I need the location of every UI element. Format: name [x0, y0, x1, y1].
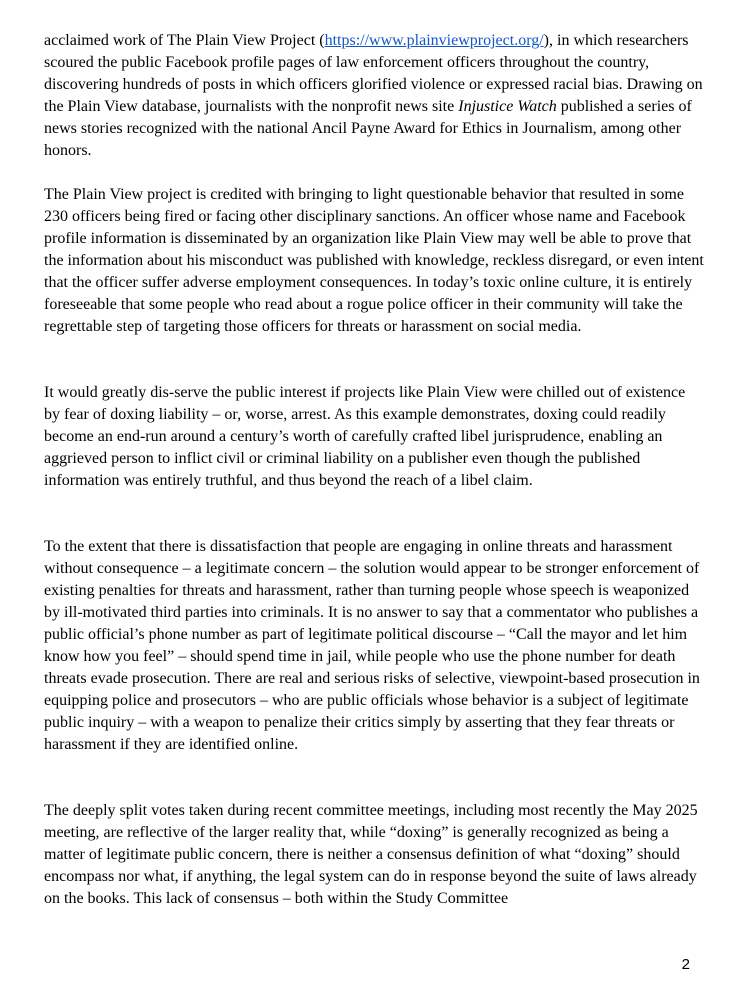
paragraph-1-text-middle: ), in which researchers scoured the public Facebook profile pages of law enforcement officers throughout the country, discovering hundreds of posts in which officers glorified violence or expressed racial bias. Drawing on the Plain View database, journalists with the nonprofit news site: [44, 32, 707, 115]
paragraph-1: [44, 30, 707, 162]
paragraph-1-text-start: acclaimed work of The Plain View Project (: [44, 32, 325, 49]
paragraph-5: The deeply split votes taken during recent committee meetings, including most recently the May 2025 meeting, are reflective of the larger reality that, while “doxing” is generally recognized as being a matter of legitimate public concern, there is neither a consensus definition of what “doxing” should encompass nor what, if anything, the legal system can do in response beyond the suite of laws already on the books. This lack of consensus – both within the Study Committee: [44, 802, 698, 907]
paragraph-3: It would greatly dis-serve the public interest if projects like Plain View were chilled out of existence by fear of doxing liability – or, worse, arrest. As this example demonstrates, doxing could readily become an end-run around a century’s worth of carefully crafted libel jurisprudence, enabling an aggrieved person to inflict civil or criminal liability on a publisher even though the published information was entirely truthful, and thus beyond the reach of a libel claim.: [44, 384, 686, 489]
paragraph-1-text-end: published a series of news stories recognized with the national Ancil Payne Award for Ethics in Journalism, among other honors.: [44, 98, 696, 159]
page-number: 2: [681, 956, 690, 973]
paragraph-2: The Plain View project is credited with bringing to light questionable behavior that resulted in some 230 officers being fired or facing other disciplinary sanctions. An officer whose name and Facebook profile information is disseminated by an organization like Plain View may well be able to prove that the information about his misconduct was published with knowledge, reckless disregard, or even intent that the officer suffer adverse employment consequences. In today’s toxic online culture, it is entirely foreseeable that some people who read about a rogue police officer in their community will take the regrettable step of targeting those officers for threats or harassment on social media.: [44, 186, 704, 335]
injustice-watch-title: Injustice Watch: [458, 98, 557, 115]
plain-view-project-link[interactable]: https://www.plainviewproject.org/: [324, 32, 544, 49]
paragraph-4: To the extent that there is dissatisfaction that people are engaging in online threats and harassment without consequence – a legitimate concern – the solution would appear to be stronger enforcement of existing penalties for threats and harassment, rather than turning people whose speech is weaponized by ill-motivated third parties into criminals. It is no answer to say that a commentator who publishes a public official’s phone number as part of legitimate political discourse – “Call the mayor and let him know how you feel” – should spend time in jail, while people who use the phone number for death threats evade prosecution. There are real and serious risks of selective, viewpoint-based prosecution in equipping police and prosecutors – who are public officials whose behavior is a subject of legitimate public inquiry – with a weapon to penalize their critics simply by asserting that they fear threats or harassment if they are identified online.: [44, 538, 700, 753]
